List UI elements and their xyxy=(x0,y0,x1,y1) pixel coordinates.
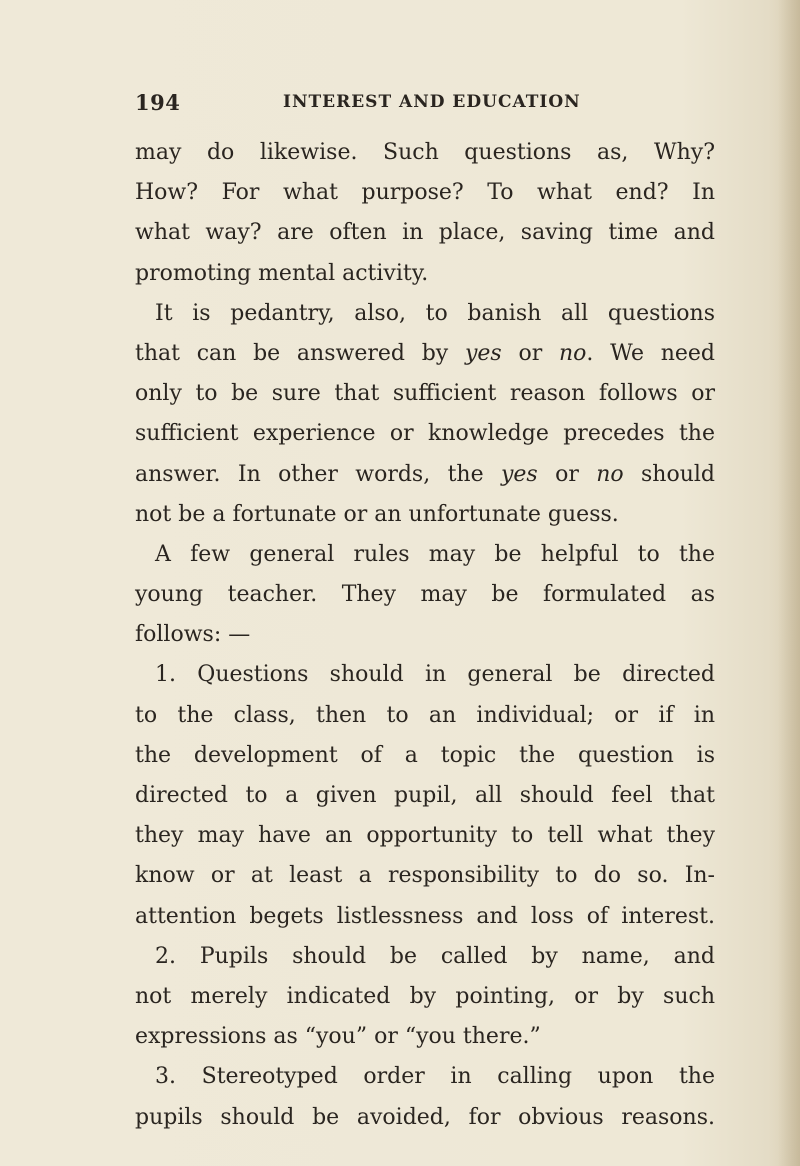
list-item-3-first-line: 3. Stereotyped order in calling upon the xyxy=(155,1064,715,1090)
text-line: that can be answered by yes or no. We need xyxy=(135,340,716,366)
text-line: to the class, then to an individual; or if in xyxy=(135,702,715,728)
italic-no: no xyxy=(596,461,624,487)
text-line: sufficient experience or knowledge precedes the xyxy=(135,421,715,447)
text-line: young teacher. They may be formulated as xyxy=(135,582,715,608)
text-line: may do likewise. Such questions as, Why? xyxy=(135,140,715,165)
page-edge-shadow xyxy=(778,0,800,1166)
italic-yes: yes xyxy=(464,340,502,366)
text-line: not merely indicated by pointing, or by such xyxy=(135,983,715,1009)
text-line: expressions as “you” or “you there.” xyxy=(135,1024,541,1050)
running-title: INTEREST AND EDUCATION xyxy=(283,92,581,112)
italic-yes: yes xyxy=(500,461,538,487)
page-header xyxy=(135,90,715,120)
text-line: not be a fortunate or an unfortunate guess. xyxy=(135,501,619,527)
paragraph-first-line: It is pedantry, also, to banish all questions xyxy=(155,300,715,326)
text-line: they may have an opportunity to tell what they xyxy=(135,823,715,849)
body-text xyxy=(135,133,715,1138)
text-line: what way? are often in place, saving time and xyxy=(135,220,715,246)
text-line: follows: — xyxy=(135,622,251,648)
text-line: How? For what purpose? To what end? In xyxy=(135,180,715,206)
text-line: only to be sure that sufficient reason follows or xyxy=(135,381,715,407)
paragraph-first-line: A few general rules may be helpful to the xyxy=(155,541,715,567)
list-item-2-first-line: 2. Pupils should be called by name, and xyxy=(155,943,715,969)
text-line: pupils should be avoided, for obvious reasons. xyxy=(135,1104,715,1130)
text-line: the development of a topic the question is xyxy=(135,742,715,768)
text-line: answer. In other words, the yes or no should xyxy=(135,461,715,487)
list-item-1-first-line: 1. Questions should in general be directed xyxy=(155,662,715,688)
italic-no: no xyxy=(558,340,587,366)
text-line: promoting mental activity. xyxy=(135,260,429,286)
page-number: 194 xyxy=(135,90,181,115)
text-line: know or at least a responsibility to do so. In- xyxy=(135,863,715,889)
text-line: attention begets listlessness and loss of interest. xyxy=(135,903,715,929)
text-line: directed to a given pupil, all should feel that xyxy=(135,783,715,808)
